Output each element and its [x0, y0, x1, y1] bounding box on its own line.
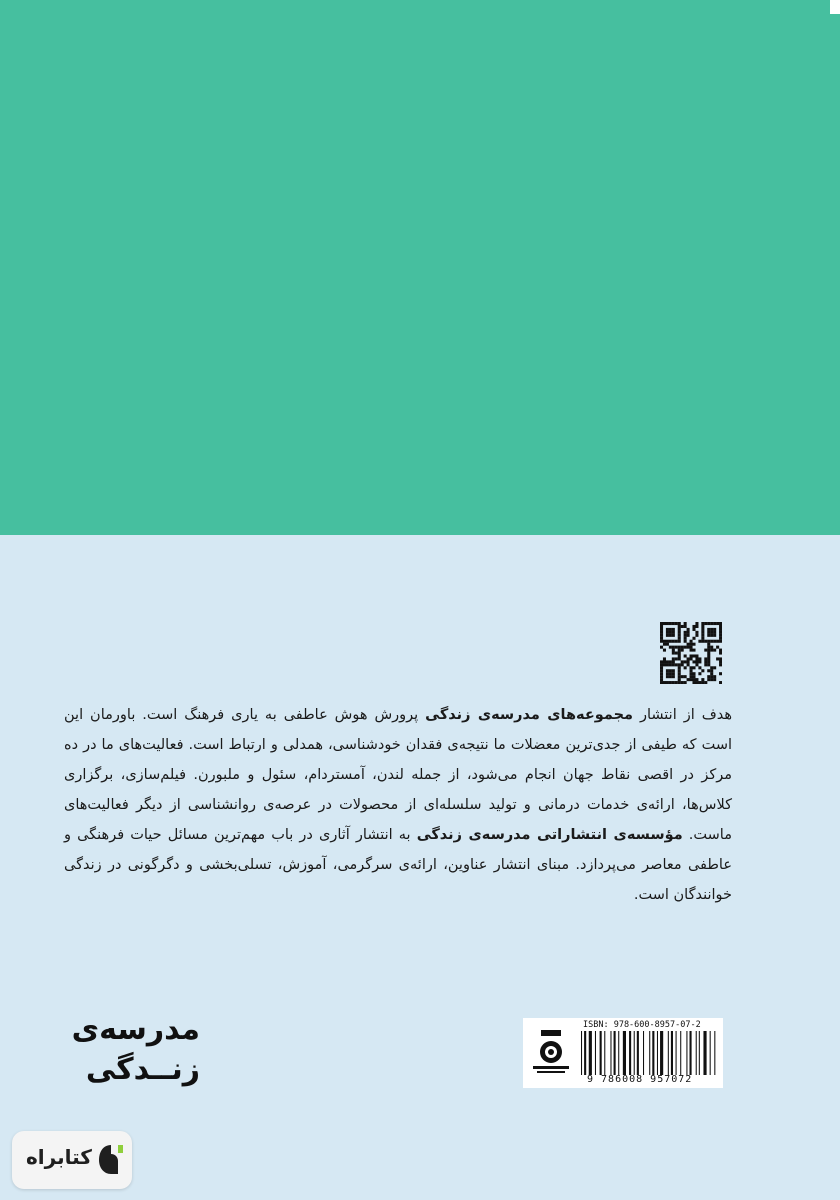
barcode-icon [581, 1031, 719, 1075]
blurb-publisher-name: مؤسسه‌ی انتشاراتی مدرسه‌ی زندگی [416, 827, 683, 843]
publisher-emblem-icon [529, 1028, 573, 1076]
store-watermark-badge[interactable] [12, 1131, 132, 1189]
isbn-label: ISBN: 978-600-8957-07-2 [583, 1020, 701, 1030]
school-of-life-logo [60, 1010, 200, 1090]
barcode-number: 9 786008 957072 [587, 1074, 693, 1085]
blurb-text-2: پرورش هوش عاطفی به یاری فرهنگ است. باورمان این است که طیفی از جدی‌ترین معضلات ما نتیجه‌ی فقدان خودشناسی، همدلی و ارتباط است. فعالیت‌های ما در ده مرکز در اقصی نقاط جهان انجام می‌شود، از جمله لندن، آمستردام، سئول و ملبورن. فیلم‌سازی، برگزاری کلاس‌ها، ارائه‌ی خدمات درمانی و تولید سلسله‌ای از محصولات در عرصه‌ی روانشناسی از دیگر فعالیت‌های ماست. [64, 707, 732, 843]
corner-mark [830, 0, 840, 14]
logo-line-1: مدرسه‌ی [71, 1012, 200, 1047]
isbn-barcode-panel [523, 1018, 723, 1088]
blurb-text-1: هدف از انتشار [633, 707, 732, 723]
store-label: کتابراه [26, 1145, 92, 1169]
qr-code-icon [660, 622, 722, 684]
top-color-band [0, 0, 840, 535]
blurb-series-name: مجموعه‌های مدرسه‌ی زندگی [425, 707, 633, 723]
blurb-text-3: به انتشار آثاری در باب مهم‌ترین مسائل حیات فرهنگی و عاطفی معاصر می‌پردازد. مبنای انتشار عناوین، ارائه‌ی سرگرمی، آموزش، تسلی‌بخشی و دگرگونی در زندگی خوانندگان است. [64, 827, 732, 903]
logo-line-2: زنــدگی [85, 1052, 200, 1087]
store-logo-icon [96, 1141, 126, 1177]
back-cover-blurb [64, 700, 732, 910]
